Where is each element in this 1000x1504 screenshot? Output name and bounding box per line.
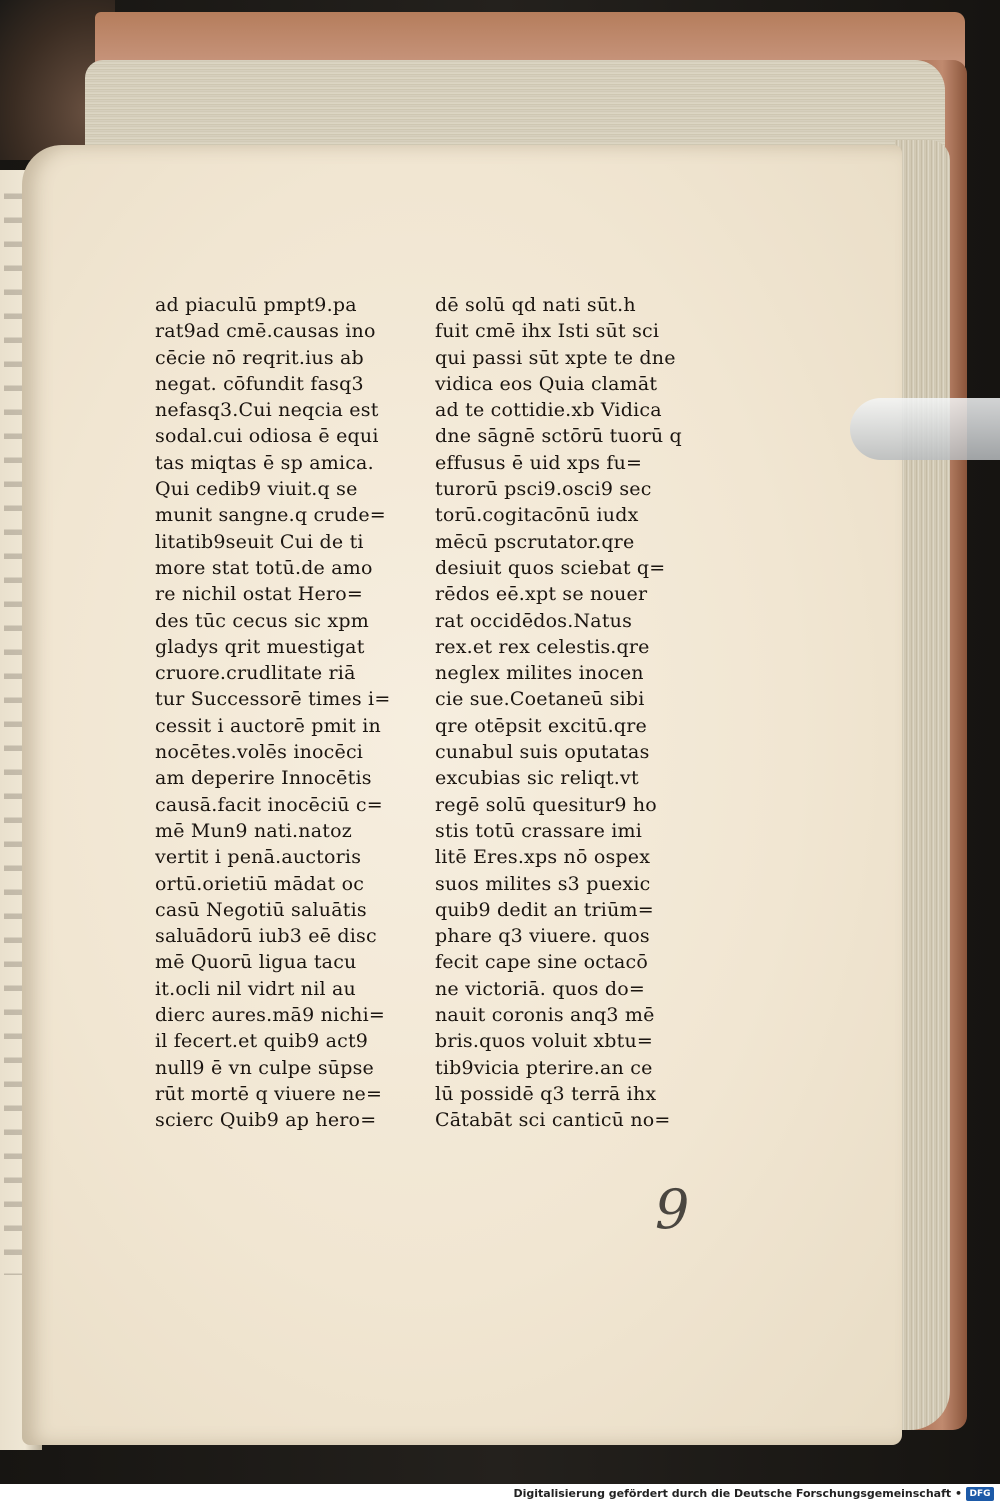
- text-column-right: [435, 292, 690, 1134]
- text-line: litē Eres.xps nō ospex: [435, 846, 651, 869]
- text-line: regē solū quesitur9 ho: [435, 793, 657, 816]
- text-line: sodal.cui odiosa ē equi: [155, 425, 379, 448]
- text-line: negat. cōfundit fasq3: [155, 372, 364, 395]
- text-line: dierc aures.mā9 nichi=: [155, 1004, 385, 1027]
- text-line: tib9vicia pterire.an ce: [435, 1056, 653, 1079]
- text-line: ad piaculū pmpt9.pa: [155, 294, 357, 316]
- text-line: am deperire Innocētis: [155, 767, 372, 790]
- text-column-left: [155, 292, 405, 1134]
- text-line: il fecert.et quib9 act9: [155, 1030, 369, 1053]
- text-line: tas miqtas ē sp amica.: [155, 451, 374, 474]
- dfg-logo: DFG: [966, 1487, 994, 1501]
- text-line: null9 ē vn culpe sūpse: [155, 1056, 374, 1079]
- text-line: stis totū crassare imi: [435, 819, 643, 842]
- text-line: torū.cogitacōnū iudx: [435, 504, 639, 527]
- text-line: neglex milites inocen: [435, 662, 644, 685]
- text-line: scierc Quib9 ap hero=: [155, 1109, 377, 1132]
- text-line: re nichil ostat Hero=: [155, 583, 364, 606]
- page-edges-top: [85, 60, 945, 155]
- text-line: Cātabāt sci canticū no=: [435, 1109, 671, 1132]
- text-line: gladys qrit muestigat: [155, 635, 365, 658]
- text-line: nocētes.volēs inocēci: [155, 741, 364, 764]
- text-line: mēcū pscrutator.qre: [435, 530, 635, 553]
- text-line: mē Quorū ligua tacu: [155, 951, 357, 974]
- text-line: fuit cmē ihx Isti sūt sci: [435, 320, 660, 343]
- text-line: desiuit quos sciebat q=: [435, 556, 666, 579]
- text-line: casū Negotiū saluātis: [155, 898, 367, 921]
- text-line: rat9ad cmē.causas ino: [155, 320, 376, 343]
- footer-bar: [0, 1484, 1000, 1504]
- text-line: litatib9seuit Cui de ti: [155, 530, 364, 553]
- text-line: cēcie nō reqrit.ius ab: [155, 346, 364, 369]
- text-line: nefasq3.Cui neqcia est: [155, 399, 379, 422]
- text-line: tur Successorē times i=: [155, 688, 391, 711]
- text-line: quib9 dedit an triūm=: [435, 898, 654, 921]
- text-line: Qui cedib9 viuit.q se: [155, 478, 358, 501]
- text-line: cessit i auctorē pmit in: [155, 714, 381, 737]
- text-line: cie sue.Coetaneū sibi: [435, 688, 645, 711]
- text-line: vidica eos Quia clamāt: [435, 372, 658, 395]
- text-line: dē solū qd nati sūt.h: [435, 294, 636, 316]
- text-line: saluādorū iub3 eē disc: [155, 925, 377, 948]
- text-line: lū possidē q3 terrā ihx: [435, 1082, 657, 1105]
- text-line: qui passi sūt xpte te dne: [435, 346, 676, 369]
- text-line: rat occidēdos.Natus: [435, 609, 633, 632]
- text-line: it.ocli nil vidrt nil au: [155, 977, 356, 1000]
- text-line: dne sāgnē sctōrū tuorū q: [435, 425, 682, 448]
- text-line: vertit i penā.auctoris: [155, 846, 362, 869]
- text-line: suos milites s3 puexic: [435, 872, 651, 895]
- text-line: effusus ē uid xps fu=: [435, 451, 643, 474]
- text-line: turorū psci9.osci9 sec: [435, 478, 652, 501]
- text-line: rūt mortē q viuere ne=: [155, 1082, 383, 1105]
- text-line: qre otēpsit excitū.qre: [435, 714, 647, 737]
- text-line: rex.et rex celestis.qre: [435, 635, 650, 658]
- text-line: munit sangne.q crude=: [155, 504, 386, 527]
- text-line: excubias sic reliqt.vt: [435, 767, 639, 790]
- text-line: ad te cottidie.xb Vidica: [435, 399, 662, 422]
- text-line: rēdos eē.xpt se nouer: [435, 583, 648, 606]
- handwritten-page-number: 9: [655, 1178, 690, 1241]
- text-line: bris.quos voluit xbtu=: [435, 1030, 654, 1053]
- text-line: ortū.orietiū mādat oc: [155, 872, 365, 895]
- text-line: causā.facit inocēciū c=: [155, 793, 383, 816]
- text-line: more stat totū.de amo: [155, 556, 373, 579]
- text-line: fecit cape sine octacō: [435, 951, 648, 974]
- text-line: phare q3 viuere. quos: [435, 925, 650, 948]
- text-line: ne victoriā. quos do=: [435, 977, 645, 1000]
- text-line: mē Mun9 nati.natoz: [155, 819, 352, 842]
- page-clip-holder: [850, 398, 1000, 460]
- text-line: des tūc cecus sic xpm: [155, 609, 369, 632]
- page-edges-right: [895, 140, 950, 1430]
- footer-credit: Digitalisierung gefördert durch die Deutsche Forschungsgemeinschaft •: [513, 1487, 962, 1500]
- text-line: nauit coronis anq3 mē: [435, 1004, 655, 1027]
- text-line: cunabul suis oputatas: [435, 741, 650, 764]
- text-line: cruore.crudlitate riā: [155, 662, 356, 685]
